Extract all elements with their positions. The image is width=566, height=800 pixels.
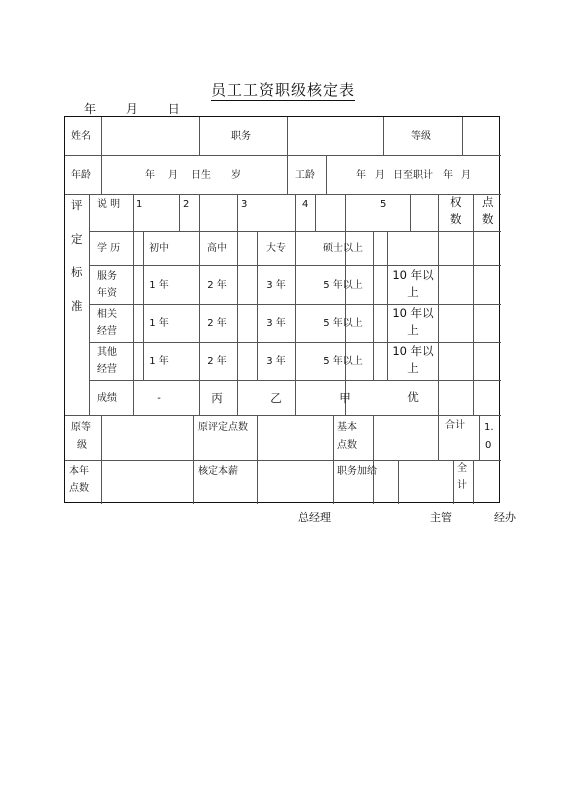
total-value: 0: [485, 440, 492, 451]
related-business-top: 上: [407, 323, 419, 337]
service-years-label: 服务: [97, 271, 117, 282]
base-salary-label: 核定本薪: [198, 466, 238, 477]
other-business-top: 上: [407, 361, 419, 375]
grid-line: [133, 194, 134, 415]
grid-line: [287, 117, 288, 155]
performance-value: 甲: [339, 391, 351, 405]
education-label: 学 历: [97, 243, 121, 254]
points-label: 数: [482, 212, 494, 226]
related-business-value: 2 年: [207, 318, 227, 329]
grand-total-label: 计: [457, 480, 467, 491]
grid-line: [89, 194, 90, 415]
age-label: 年龄: [71, 170, 91, 181]
date-month: 月: [125, 102, 138, 116]
related-business-label: 经营: [97, 326, 117, 337]
grid-line: [287, 155, 288, 194]
name-label: 姓名: [71, 131, 91, 142]
performance-label: 成绩: [97, 393, 117, 404]
education-value: 初中: [149, 243, 169, 254]
grid-line: [326, 155, 327, 194]
grade-label: 等级: [411, 131, 431, 142]
explain-label: 说 明: [97, 199, 121, 210]
related-business-value: 1 年: [149, 318, 169, 329]
related-business-value: 3 年: [266, 318, 286, 329]
service-years-top: 10 年以: [392, 268, 434, 282]
grid-line: [473, 194, 474, 415]
orig-grade-label: 原等: [71, 422, 91, 433]
service-years-top: 上: [407, 285, 419, 299]
grid-line: [199, 194, 200, 415]
service-years-value: 2 年: [207, 280, 227, 291]
position-label: 职务: [231, 131, 251, 142]
points-label: 点: [482, 195, 494, 209]
seniority-day: 日至职计: [393, 170, 433, 181]
grid-line: [333, 415, 334, 504]
orig-points-label: 原评定点数: [198, 422, 248, 433]
grid-line: [453, 460, 454, 504]
weight-label: 权: [450, 195, 462, 209]
grid-line: [315, 194, 316, 231]
level-4: 4: [302, 199, 309, 210]
grid-line: [373, 415, 374, 504]
footer-handler: 经办: [494, 511, 516, 524]
service-years-value: 3 年: [266, 280, 286, 291]
grid-line: [345, 194, 346, 415]
seniority-label: 工龄: [295, 170, 315, 181]
other-business-value: 5 年以上: [323, 356, 363, 367]
base-points-label: 基本: [337, 422, 357, 433]
grid-line: [65, 155, 501, 156]
grid-line: [373, 231, 374, 380]
grid-line: [462, 117, 463, 155]
form-title-text: 员工工资职级核定表: [210, 81, 355, 99]
service-years-label: 年资: [97, 288, 117, 299]
grid-line: [143, 231, 144, 380]
grid-line: [65, 194, 501, 195]
grid-line: [387, 231, 388, 380]
weight-label: 数: [450, 212, 462, 226]
base-points-label: 点数: [337, 440, 357, 451]
level-5: 5: [380, 199, 387, 210]
grid-line: [295, 194, 296, 415]
other-business-label: 经营: [97, 364, 117, 375]
salary-grade-form: [64, 116, 500, 503]
allowance-label: 职务加给: [337, 466, 377, 477]
education-value: 高中: [207, 243, 227, 254]
footer-supervisor: 主管: [430, 511, 452, 524]
performance-value: 乙: [270, 391, 282, 405]
performance-value: 优: [407, 390, 419, 404]
performance-value: 丙: [211, 391, 223, 405]
criteria-side-label: 评: [71, 198, 83, 212]
related-business-value: 5 年以上: [323, 318, 363, 329]
form-title: [0, 79, 566, 100]
other-business-value: 3 年: [266, 356, 286, 367]
form-date: [84, 100, 180, 117]
service-years-value: 5 年以上: [323, 280, 363, 291]
related-business-label: 相关: [97, 309, 117, 320]
other-business-value: 2 年: [207, 356, 227, 367]
seniority-year: 年: [356, 170, 366, 181]
age-unit: 岁: [231, 170, 241, 181]
grid-line: [473, 460, 474, 504]
orig-grade-label: 级: [77, 440, 87, 451]
date-day: 日: [167, 102, 180, 116]
grid-line: [383, 117, 384, 155]
level-3: 3: [241, 199, 248, 210]
total-value: 1.: [484, 422, 494, 433]
birth-day: 日生: [191, 170, 211, 181]
education-value: 大专: [266, 243, 286, 254]
level-2: 2: [183, 199, 190, 210]
seniority-total-year: 年: [443, 170, 453, 181]
footer-general-manager: 总经理: [298, 511, 331, 524]
grid-line: [398, 460, 399, 504]
grid-line: [199, 117, 200, 155]
birth-month: 月: [168, 170, 178, 181]
grid-line: [479, 415, 480, 460]
year-points-label: 点数: [69, 483, 89, 494]
grid-line: [193, 415, 194, 504]
total-label: 合计: [445, 420, 465, 431]
grid-line: [101, 117, 102, 194]
grid-line: [257, 231, 258, 380]
criteria-side-label: 准: [71, 299, 83, 313]
grid-line: [237, 194, 238, 415]
other-business-value: 1 年: [149, 356, 169, 367]
criteria-side-label: 定: [71, 232, 83, 246]
related-business-top: 10 年以: [392, 306, 434, 320]
birth-year: 年: [145, 170, 155, 181]
criteria-side-label: 标: [71, 265, 83, 279]
grid-line: [438, 194, 439, 415]
grid-line: [65, 460, 501, 461]
performance-value: -: [157, 393, 161, 404]
date-year: 年: [84, 102, 97, 116]
service-years-value: 1 年: [149, 280, 169, 291]
grid-line: [101, 415, 102, 504]
seniority-total-month: 月: [461, 170, 471, 181]
grid-line: [179, 194, 180, 231]
grid-line: [257, 415, 258, 504]
grid-line: [438, 415, 439, 460]
grand-total-label: 全: [457, 463, 467, 474]
education-value: 硕士以上: [323, 243, 363, 254]
other-business-label: 其他: [97, 347, 117, 358]
seniority-month: 月: [375, 170, 385, 181]
grid-line: [410, 194, 411, 231]
other-business-top: 10 年以: [392, 344, 434, 358]
year-points-label: 本年: [69, 466, 89, 477]
grid-line: [65, 415, 501, 416]
level-1: 1: [136, 199, 143, 210]
